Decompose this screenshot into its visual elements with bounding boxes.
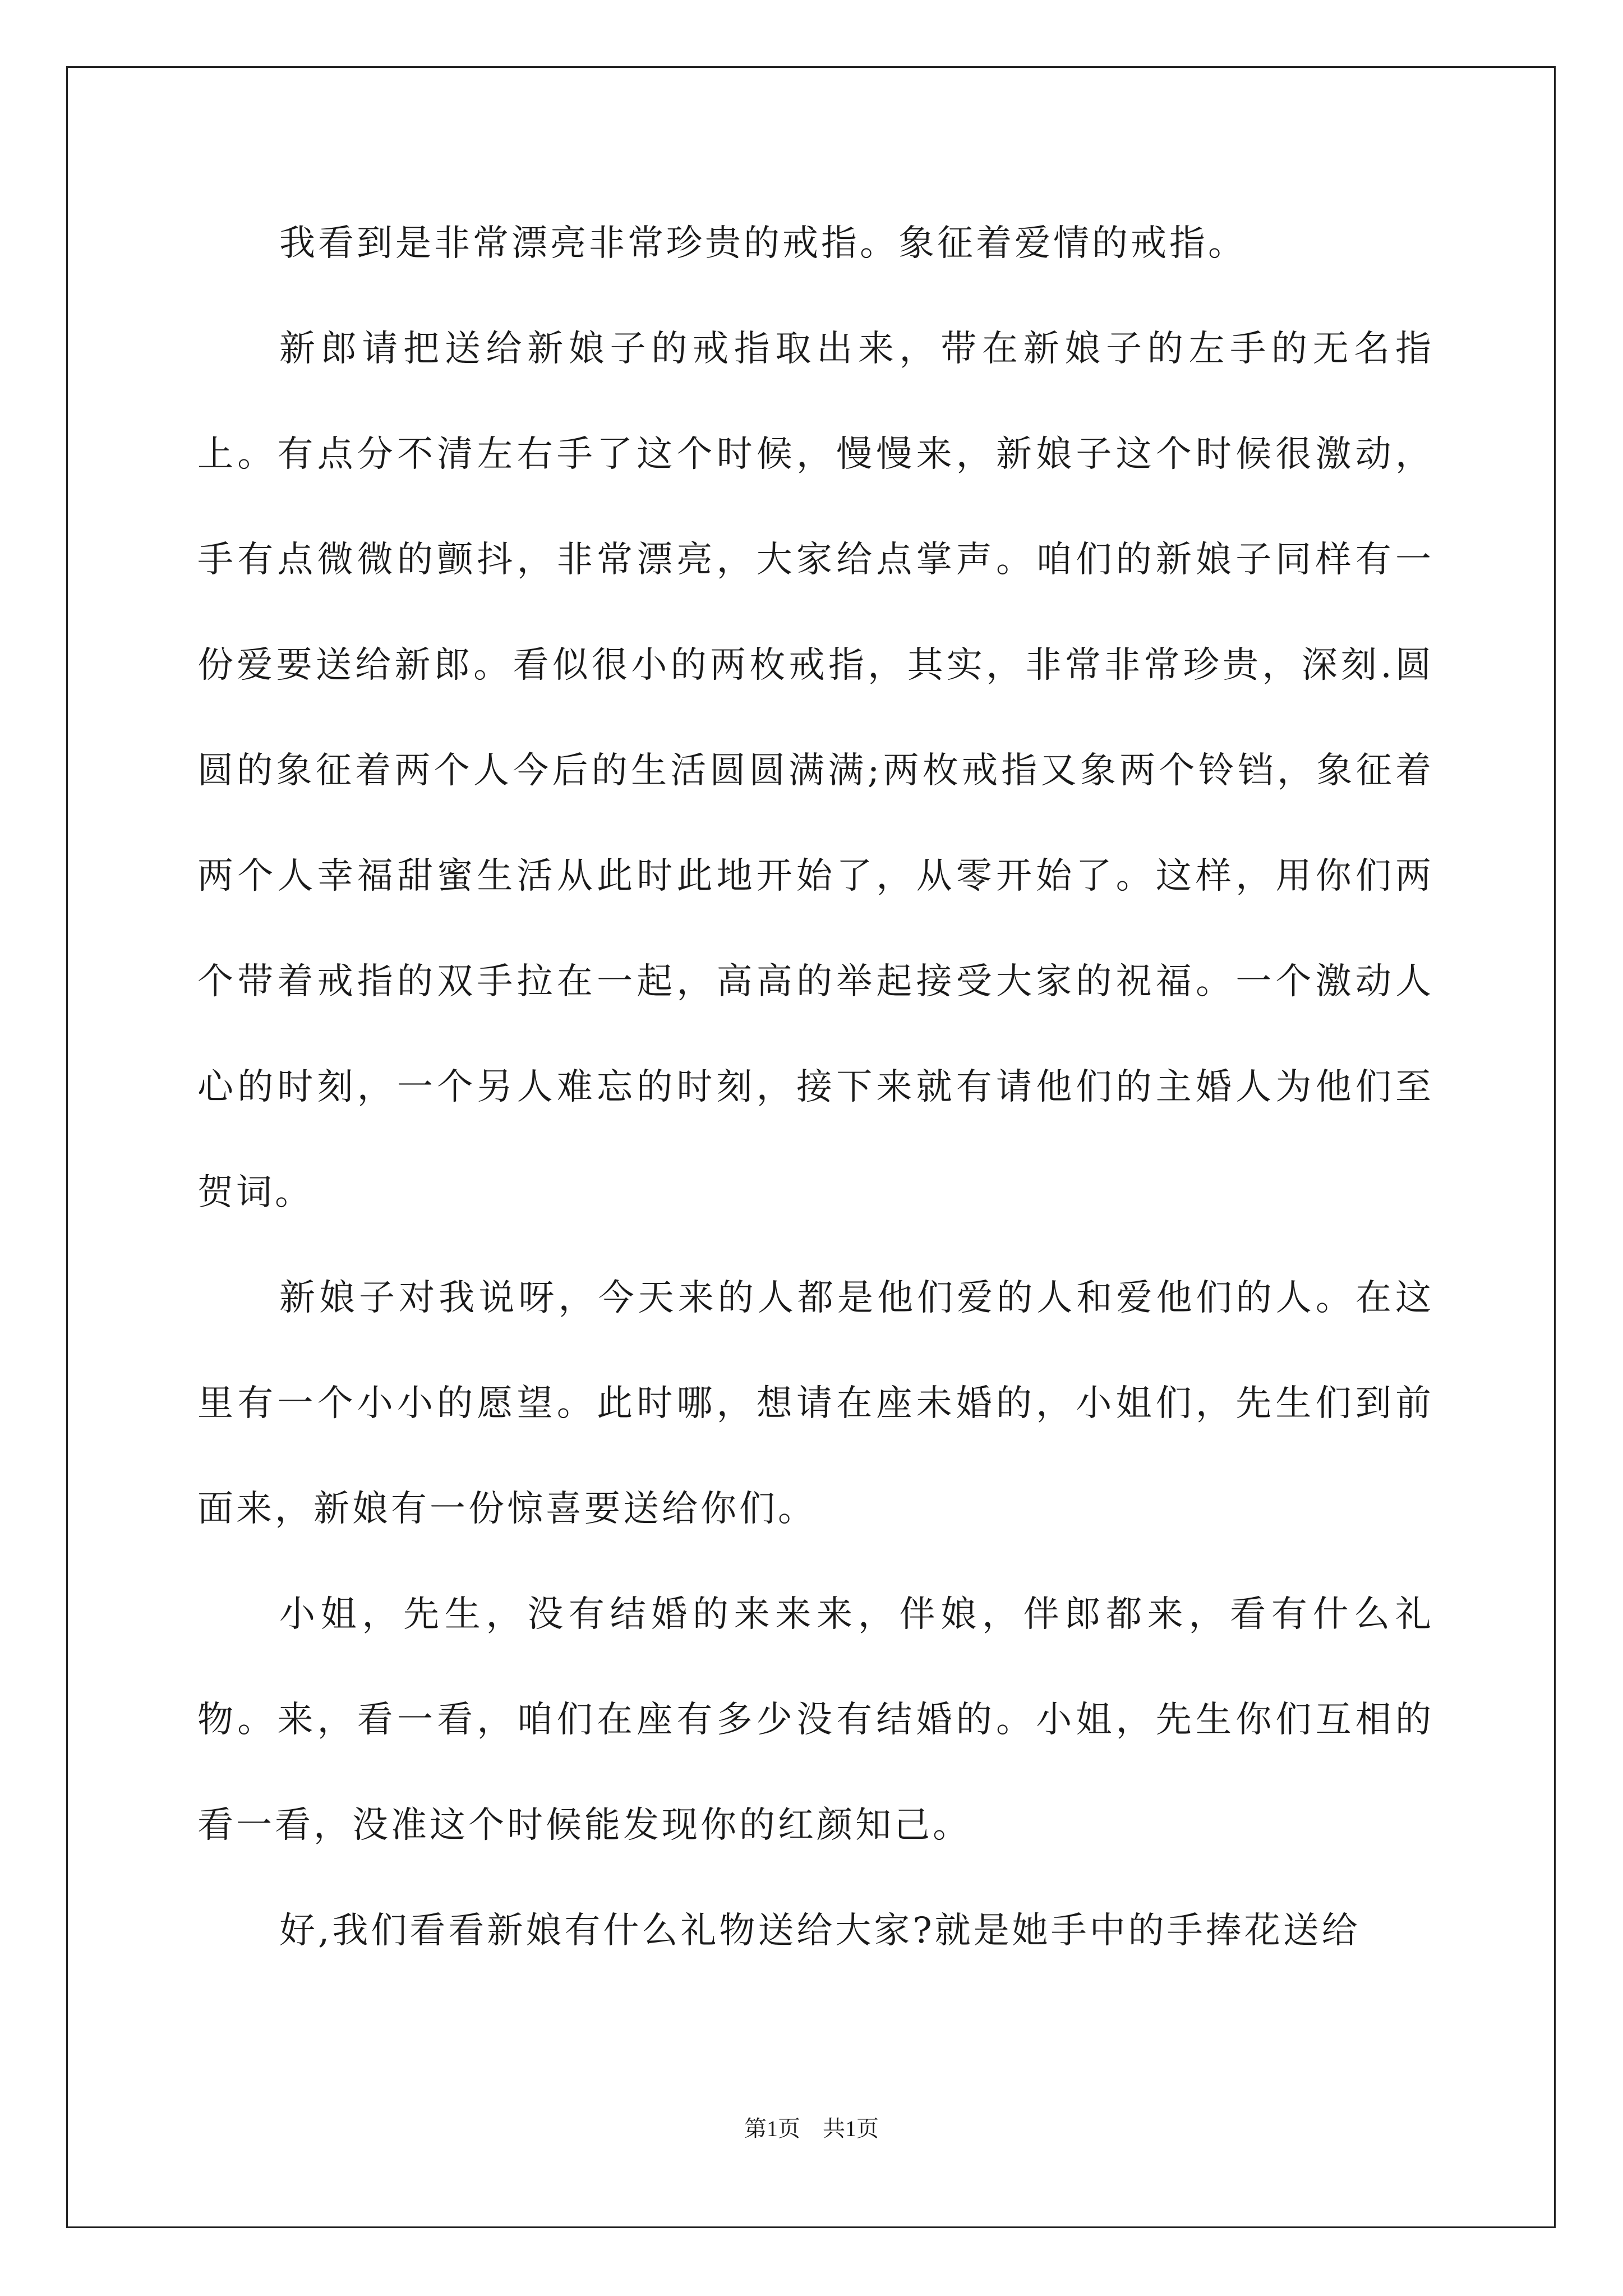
paragraph-3: 新娘子对我说呀，今天来的人都是他们爱的人和爱他们的人。在这里有一个小小的愿望。此时哪，想请在座未婚的，小姐们，先生们到前面来，新娘有一份惊喜要送给你们。 bbox=[197, 1277, 1434, 1530]
paragraph-2: 新郎请把送给新娘子的戒指取出来，带在新娘子的左手的无名指上。有点分不清左右手了这个时候，慢慢来，新娘子这个时候很激动，手有点微微的颤抖，非常漂亮，大家给点掌声。咱们的新娘子同样有一份爱要送给新郎。看似很小的两枚戒指，其实，非常非常珍贵，深刻.圆圆的象征着两个人今后的生活圆圆满满;两枚戒指又象两个铃铛，象征着两个人幸福甜蜜生活从此时此地开始了，从零开始了。这样，用你们两个带着戒指的双手拉在一起，高高的举起接受大家的祝福。一个激动人心的时刻，一个另人难忘的时刻，接下来就有请他们的主婚人为他们至贺词。 bbox=[197, 328, 1434, 1213]
paragraph-4: 小姐，先生，没有结婚的来来来，伴娘，伴郎都来，看有什么礼物。来，看一看，咱们在座有多少没有结婚的。小姐，先生你们互相的看一看，没准这个时候能发现你的红颜知己。 bbox=[197, 1594, 1434, 1846]
paragraph-5: 好,我们看看新娘有什么礼物送给大家?就是她手中的手捧花送给 bbox=[279, 1910, 1361, 1952]
page-footer: 第1页 共1页 bbox=[744, 2116, 879, 2141]
paragraph-1: 我看到是非常漂亮非常珍贵的戒指。象征着爱情的戒指。 bbox=[279, 223, 1247, 264]
document-body bbox=[197, 191, 1434, 1984]
